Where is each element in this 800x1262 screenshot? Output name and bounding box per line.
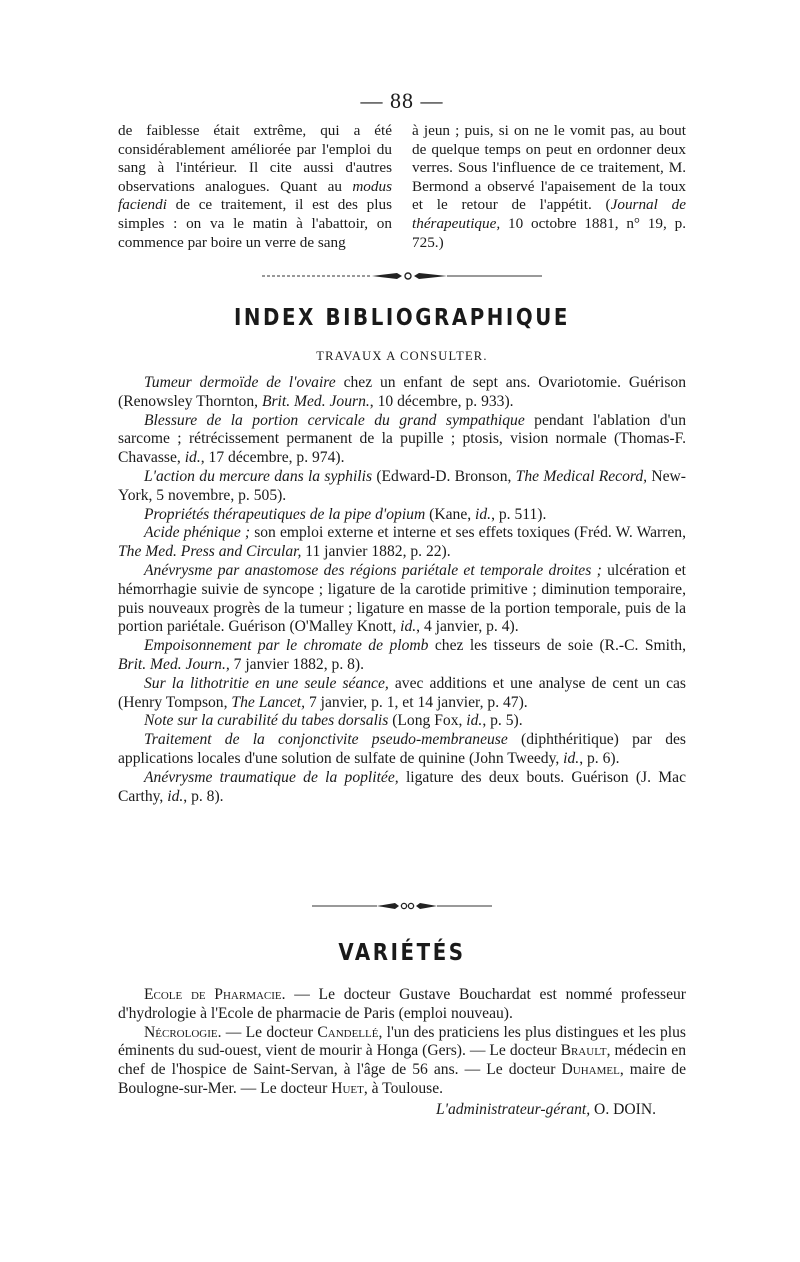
- varietes-section: [118, 986, 686, 1120]
- bibliography-list: [118, 374, 686, 806]
- list-item: Anévrysme traumatique de la poplitée, ligature des deux bouts. Guérison (J. Mac Carthy, id., p. 8).: [118, 768, 686, 805]
- list-item: Blessure de la portion cervicale du grand sympathique pendant l'ablation d'un sarcome ; rétrécissement permanent de la pupille ; ptosis, vision normale (Thomas-F. Chavasse, id., 17 décembre, p. 974).: [118, 411, 686, 467]
- list-item: Acide phénique ; son emploi externe et interne et ses effets toxiques (Fréd. W. Warren, The Med. Press and Circular, 11 janvier 1882, p. 22).: [118, 524, 686, 561]
- index-title: INDEX BIBLIOGRAPHIQUE: [233, 305, 571, 331]
- left-column: [118, 122, 392, 252]
- list-item: Anévrysme par anastomose des régions pariétale et temporale droites ; ulcération et hémorrhagie suivie de syncope ; ligature de la carotide primitive ; diminution temporaire, puis nouveaux progrès de la tumeur ; ligature en masse de la portion temporale, puis de la portion pariétale. Guérison (O'Malley Knott, id., 4 janvier, p. 4).: [118, 561, 686, 636]
- ecole-paragraph: Ecole de Pharmacie. — Le docteur Gustave Bouchardat est nommé professeur d'hydrologie à l'Ecole de pharmacie de Paris (emploi nouveau).: [118, 986, 686, 1022]
- right-column-text: à jeun ; puis, si on ne le vomit pas, au bout de quelque temps on peut en ordonner deux verres. Sous l'influence de ce traitement, M. Bermond a observé l'apaisement de la toux et le retour de l'appétit. (Journal de thérapeutique, 10 octobre 1881, n° 19, p. 725.): [412, 122, 686, 251]
- page-number: — 88 —: [360, 88, 444, 113]
- divider-ornament-icon: [307, 900, 497, 912]
- top-columns: [118, 122, 686, 252]
- list-item: L'action du mercure dans la syphilis (Edward-D. Bronson, The Medical Record, New-York, 5 novembre, p. 505).: [118, 467, 686, 504]
- right-column: [412, 122, 686, 252]
- ornamental-divider: [118, 270, 686, 284]
- list-item: Note sur la curabilité du tabes dorsalis (Long Fox, id., p. 5).: [144, 712, 523, 730]
- left-column-text: de faiblesse était extrême, qui a été considérablement améliorée par l'emploi du sang à l'intérieur. Il cite aussi d'autres observations analogues. Quant au modus faciendi de ce traitement, il est des plus simples : on va le matin à l'abattoir, on commence par boire un verre de sang: [118, 122, 392, 251]
- index-subtitle: TRAVAUX A CONSULTER.: [316, 349, 488, 363]
- varietes-title: VARIÉTÉS: [338, 940, 466, 966]
- necrologie-paragraph: Nécrologie. — Le docteur Candellé, l'un des praticiens les plus distingues et les plus éminents du sud-ouest, vient de mourir à Honga (Gers). — Le docteur Brault, médecin en chef de l'hospice de Saint-Servan, à l'âge de 56 ans. — Le docteur Duhamel, maire de Boulogne-sur-Mer. — Le docteur Huet, à Toulouse.: [118, 1023, 687, 1097]
- list-item: Sur la lithotritie en une seule séance, avec additions et une analyse de cent un cas (Henry Tompson, The Lancet, 7 janvier, p. 1, et 14 janvier, p. 47).: [118, 674, 686, 711]
- list-item: Traitement de la conjonctivite pseudo-membraneuse (diphthéritique) par des applications locales d'une solution de sulfate de quinine (John Tweedy, id., p. 6).: [118, 731, 686, 767]
- list-item: Propriétés thérapeutiques de la pipe d'opium (Kane, id., p. 511).: [144, 505, 547, 523]
- signature: L'administrateur-gérant, O. DOIN.: [435, 1100, 656, 1118]
- divider-ornament-icon: [252, 270, 552, 282]
- ornamental-divider-2: [118, 900, 686, 914]
- list-item: Empoisonnement par le chromate de plomb chez les tisseurs de soie (R.-C. Smith, Brit. Med. Journ., 7 janvier 1882, p. 8).: [118, 637, 687, 673]
- list-item: Tumeur dermoïde de l'ovaire chez un enfant de sept ans. Ovariotomie. Guérison (Renowsley Thornton, Brit. Med. Journ., 10 décembre, p. 933).: [118, 374, 686, 410]
